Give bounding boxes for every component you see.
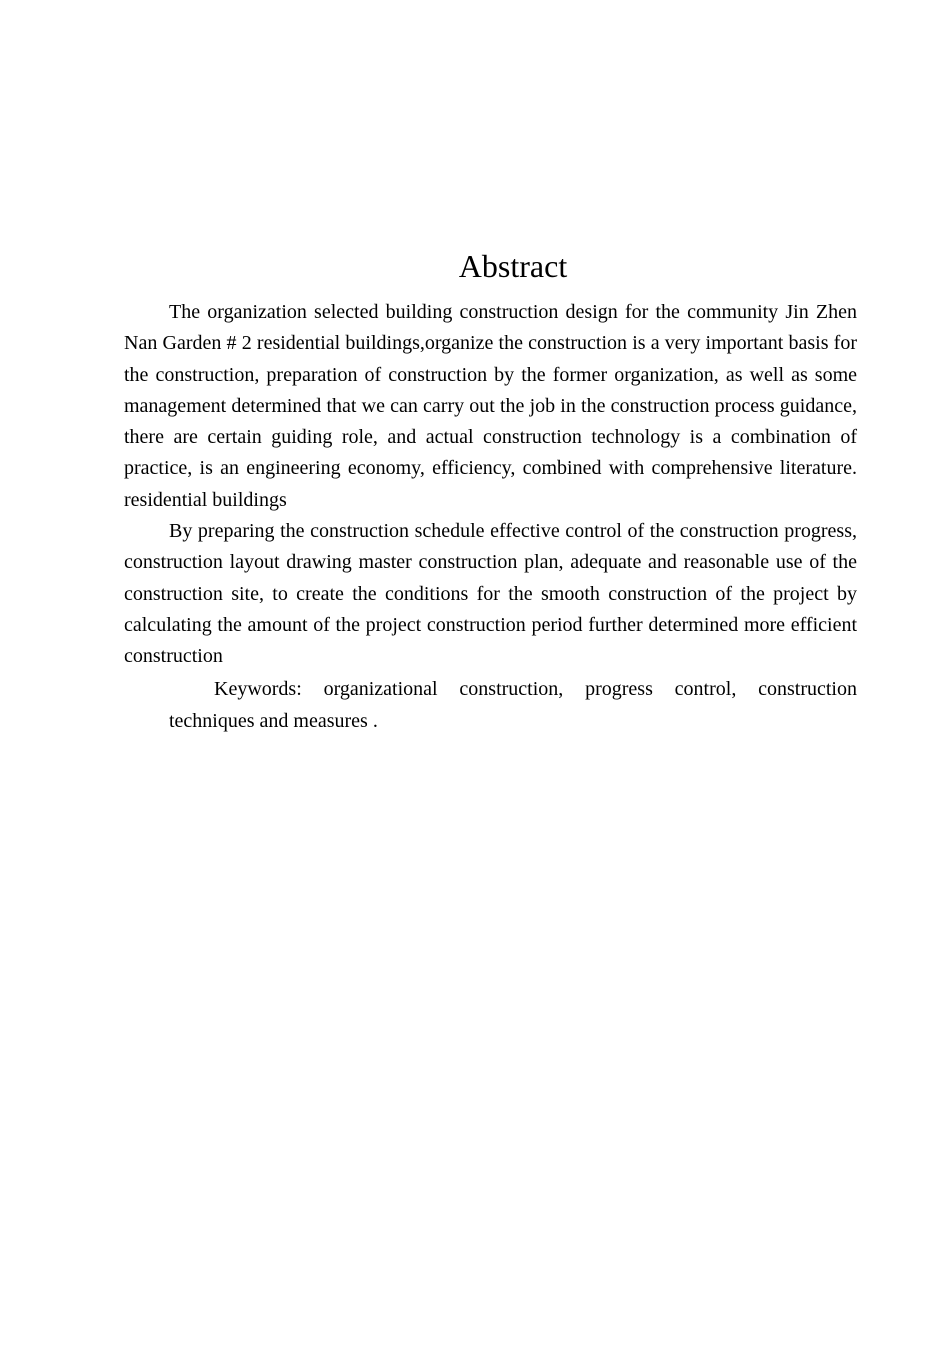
abstract-paragraph-1: The organization selected building construction design for the community Jin Zhen Nan Garden # 2 residential buildings,organize the construction is a very important basis for the construction, preparation of construction by the former organization, as well as some management determined that we can carry out the job in the construction process guidance, there are certain guiding role, and actual construction technology is a combination of practice, is an engineering economy, efficiency, combined with comprehensive literature. residential buildings [124, 301, 857, 511]
abstract-title: Abstract [458, 248, 568, 284]
abstract-paragraph-2: By preparing the construction schedule effective control of the construction progress, construction layout drawing master construction plan, adequate and reasonable use of the construction site, to create the conditions for the smooth construction of the project by calculating the amount of the project construction period further determined more efficient construction [124, 520, 857, 668]
abstract-body [124, 297, 857, 737]
keywords-line: Keywords: organizational construction, progress control, construction techniques and measures . [169, 677, 857, 732]
